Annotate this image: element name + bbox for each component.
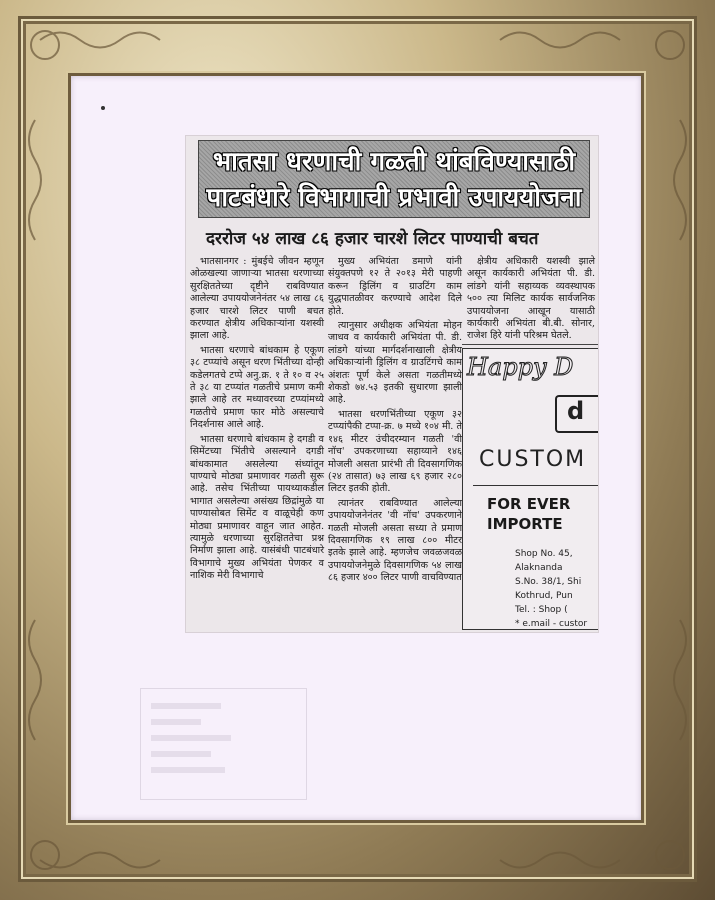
- faded-card: [140, 688, 307, 800]
- ad-brand-text: CUSTOM: [479, 447, 587, 472]
- advertisement: [462, 348, 598, 630]
- paragraph: भातसा धरणाचे बांधकाम हे एकूण ३८ टप्प्यांचे असून धरण भिंतीच्या दोन्ही कडेलगतचे टप्पे अनु.क्र. १ ते १० व २५ ते ३८ या टप्प्यांत गळतीचे प्रमाण कमी झाले आहे तर मध्यावरच्या टप्प्यांमध्ये गळतीचे प्रमाण फार मोठे असल्याचे निदर्शनास आले आहे.: [190, 344, 324, 431]
- article-column-3: [467, 256, 595, 345]
- ad-tagline-2: IMPORTE: [487, 515, 563, 533]
- paragraph: भातसानगर : मुंबईचे जीवन म्हणून ओळखल्या जाणाऱ्या भातसा धरणाच्या सुरक्षिततेच्या दृष्टीने राबविण्यात आलेल्या उपाययोजनेनंतर ५४ लाख ८६ हजार चारशे लिटर पाणी बचत करण्यात क्षेत्रीय अधिकाऱ्यांना यशस्वी झाला आहे.: [190, 256, 324, 342]
- headline-line-2: पाटबंधारे विभागाची प्रभावी उपाययोजना: [206, 183, 582, 213]
- ad-logo: [555, 395, 598, 433]
- paragraph: क्षेत्रीय अधिकारी यशस्वी झाले असून कार्यकारी अभियंता पी. डी. लांडगे यांनी सहाय्यक व्यवस्थापक ५०० त्या मिलिट कार्यक सार्वजनिक उपाययोजना आखून यासाठी कार्यकारी अभियंता बी.बी. सोनार, राजेश हिरे यांनी परिश्रम घेतले.: [467, 256, 595, 342]
- article-column-2: [328, 256, 462, 587]
- subheadline: दररोज ५४ लाख ८६ हजार चारशे लिटर पाण्याची बचत: [206, 229, 539, 249]
- ad-tagline-1: FOR EVER: [487, 495, 571, 513]
- ad-address-line: Tel. : Shop (: [515, 605, 568, 615]
- ad-divider: [462, 344, 598, 345]
- headline: [198, 140, 590, 218]
- article-column-1: [190, 256, 324, 585]
- paragraph: भातसा धरणभिंतीच्या एकूण ३२ टप्प्यांपैकी टप्पा-क्र. ७ मध्ये १०४ मी. ते १४६ मीटर उंचीदरम्यान गळती 'वी नॉच' उपकरणाच्या सहाय्याने १४६ मोजली असता प्रारंभी ती दिवसागणिक (२४ तासात) ७३ लाख ६९ हजार २८० लिटर इतकी होती.: [328, 408, 462, 495]
- newspaper-clipping: [186, 136, 598, 632]
- headline-line-1: भातसा धरणाची गळती थांबविण्यासाठी: [212, 147, 576, 177]
- ad-logo-letter: d: [567, 397, 585, 425]
- ad-rule: [473, 485, 598, 486]
- paragraph: भातसा धरणाचे बांधकाम हे दगडी व सिमेंटच्या भिंतीचे असल्याने दगडी बांधकामात असलेल्या संध्यांतून पाण्याचे मोठ्या प्रमाणावर गळती सुरू आहे. तसेच भिंतीच्या पायथ्याकडील भागात असलेल्या असंख्य छिद्रांमुळे या पाण्यासोबत सिमेंट व वाळूचेही कण मोठ्या प्रमाणावर वाहून जात आहेत. त्यामुळे धरणाच्या सुरक्षिततेचा प्रश्न निर्माण झाला आहे. यासंबंधी पाटबंधारे विभागाचे मुख्य अभियंता पेणकर व नाशिक मेरी विभागाचे: [190, 433, 324, 582]
- paragraph: मुख्य अभियंता डमाणे यांनी संयुक्तपणे १२ ते २०१३ मेरी पाहणी करून ड्रिलिंग व ग्राउटिंग काम युद्धपातळीवर करण्याचे आदेश दिले होते.: [328, 256, 462, 317]
- speck: [101, 106, 105, 110]
- ad-address-line: * e.mail - custor: [515, 619, 588, 629]
- ad-address-line: Alaknanda: [515, 563, 563, 573]
- paragraph: त्यानंतर राबविण्यात आलेल्या उपाययोजनेनंतर 'वी नॉच' उपकरणाने गळती मोजली असता सध्या ते प्रमाण दिवसागणिक १९ लाख ८०० मीटर इतके झाले आहे. म्हणजेच जवळजवळ उपाययोजनेमुळे दिवसागणिक ५४ लाख ८६ हजार ४०० लिटर पाणी वाचविण्यात: [328, 497, 462, 584]
- ad-address-line: Shop No. 45,: [515, 549, 573, 559]
- paragraph: त्यानुसार अधीक्षक अभियंता मोहन जाधव व कार्यकारी अभियंता पी. डी. लांडगे यांच्या मार्गदर्शनाखाली क्षेत्रीय अधिकाऱ्यांनी ड्रिलिंग व ग्राउटिंगचे काम अंशतः पूर्ण केले असता गळतीमध्ये शेकडो ७४.५३ इतकी सुधारणा झाली आहे.: [328, 320, 462, 406]
- ad-happy-text: Happy D: [467, 353, 574, 381]
- ad-address-line: Kothrud, Pun: [515, 591, 573, 601]
- ad-address-line: S.No. 38/1, Shi: [515, 577, 582, 587]
